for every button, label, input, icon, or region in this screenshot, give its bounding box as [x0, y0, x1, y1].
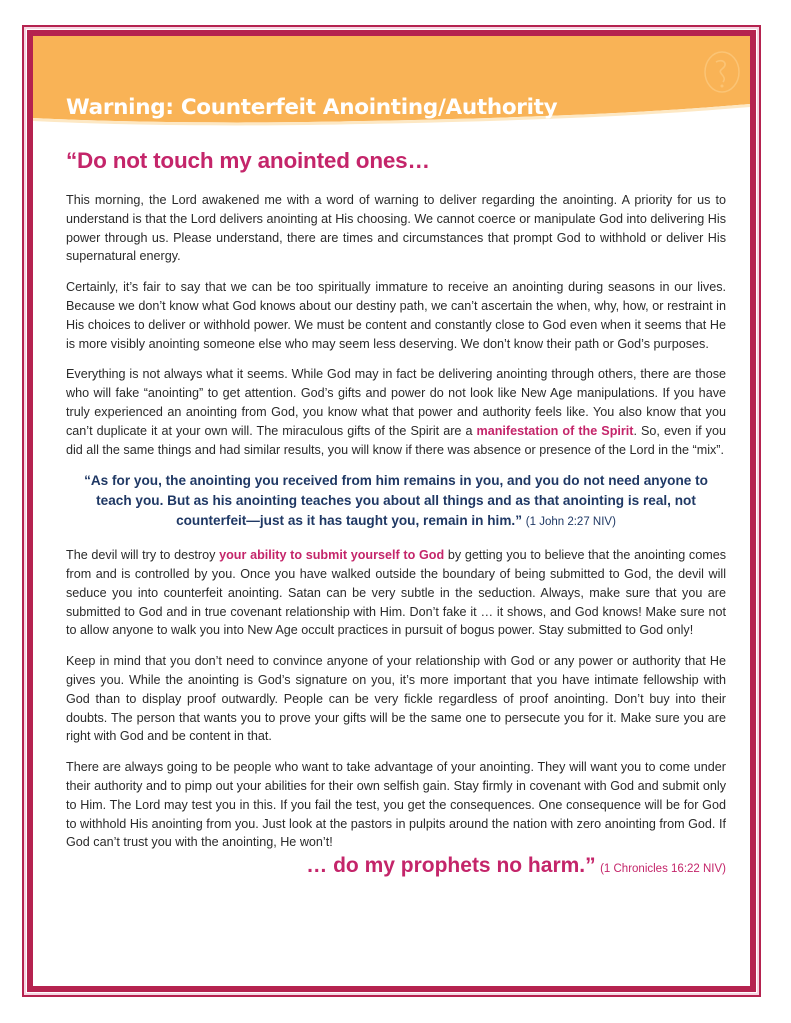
page-title: Warning: Counterfeit Anointing/Authority	[66, 95, 558, 120]
closing-quote	[66, 854, 726, 878]
header-banner	[33, 36, 750, 126]
paragraph-5: Keep in mind that you don’t need to convince anyone of your relationship with God or any power or authority that He gives you. While the anointing is God’s signature on you, it’s more important that you have intimate fellowship with God than to display proof outwardly. People can be very fickle regardless of proof anointing. Don’t buy into their doubts. The person that wants you to prove your gifts will be the same one to persecute you for it. Make sure you are right with God and be content in that.	[66, 654, 726, 744]
watermark-logo-icon	[703, 50, 741, 94]
closing-text: … do my prophets no harm.”	[306, 854, 596, 878]
paragraph-3-text: Everything is not always what it seems. While God may in fact be delivering anointing through others, there are those who will fake “anointing” to get attention. God’s gifts and power do not look like New Age manipulations. If you have truly experienced an anointing from God, you know what that power and authority feels like. You also know that you can’t duplicate it at your own will. The miraculous gifts of the Spirit are a	[66, 367, 726, 438]
highlight-manifestation: manifestation of the Spirit	[476, 423, 634, 438]
highlight-submit: your ability to submit yourself to God	[219, 548, 445, 563]
paragraph-2: Certainly, it’s fair to say that we can be too spiritually immature to receive an anointing during seasons in our lives. Because we don’t know what God knows about our destiny path, we can’t ascertain the when, why, how, or restraint in His choices to deliver or withhold power. We must be content and constantly close to God even when it seems that He is more visibly anointing someone else who may seem less deserving. We don’t know their path or God’s purposes.	[66, 280, 726, 351]
verse-text: “As for you, the anointing you received from him remains in you, and you do not need anyone to teach you. But as his anointing teaches you about all things and as that anointing is real, not counterfeit—just as it has taught you, remain in him.”	[84, 473, 708, 528]
opening-quote: “Do not touch my anointed ones…	[66, 148, 430, 173]
paragraph-6: There are always going to be people who want to take advantage of your anointing. They will want you to come under their authority and to pimp out your abilities for their own selfish gain. Stay firmly in covenant with God and submit only to Him. The Lord may test you in this. If you fail the test, you get the consequences. One consequence will be for God to withhold His anointing from you. Just look at the pastors in pulpits around the nation with zero anointing from God. If God can’t trust you with the anointing, He won’t!	[66, 760, 726, 850]
scripture-quote	[66, 471, 726, 532]
closing-reference: (1 Chronicles 16:22 NIV)	[600, 863, 726, 876]
paragraph-4	[66, 546, 726, 640]
article-body	[66, 140, 726, 878]
paragraph-3	[66, 365, 726, 459]
paragraph-4-text-end: by getting you to believe that the anointing comes from and is controlled by you. Once you have walked outside the boundary of being submitted to God, the devil will seduce you into counterfeit anointing. Satan can be very subtle in the seduction. Always, make sure that you are submitted to God and in true covenant relationship with Him. Don’t fake it … it shows, and God knows! Make sure not to allow anyone to walk you into New Age occult practices in pursuit of bogus power. Stay submitted to God only!	[66, 548, 726, 638]
paragraph-4-text: The devil will try to destroy	[66, 548, 220, 563]
paragraph-3-text-end: . So, even if you did all the same things and had similar results, you will know if there was absence or presence of the Lord in the “mix”.	[66, 423, 726, 457]
paragraph-1: This morning, the Lord awakened me with a word of warning to deliver regarding the anointing. A priority for us to understand is that the Lord delivers anointing at His choosing. We cannot coerce or manipulate God into delivering His power through us. Please understand, there are times and circumstances that prompt God to withhold or deliver His supernatural energy.	[66, 193, 726, 264]
verse-reference: (1 John 2:27 NIV)	[525, 515, 616, 528]
